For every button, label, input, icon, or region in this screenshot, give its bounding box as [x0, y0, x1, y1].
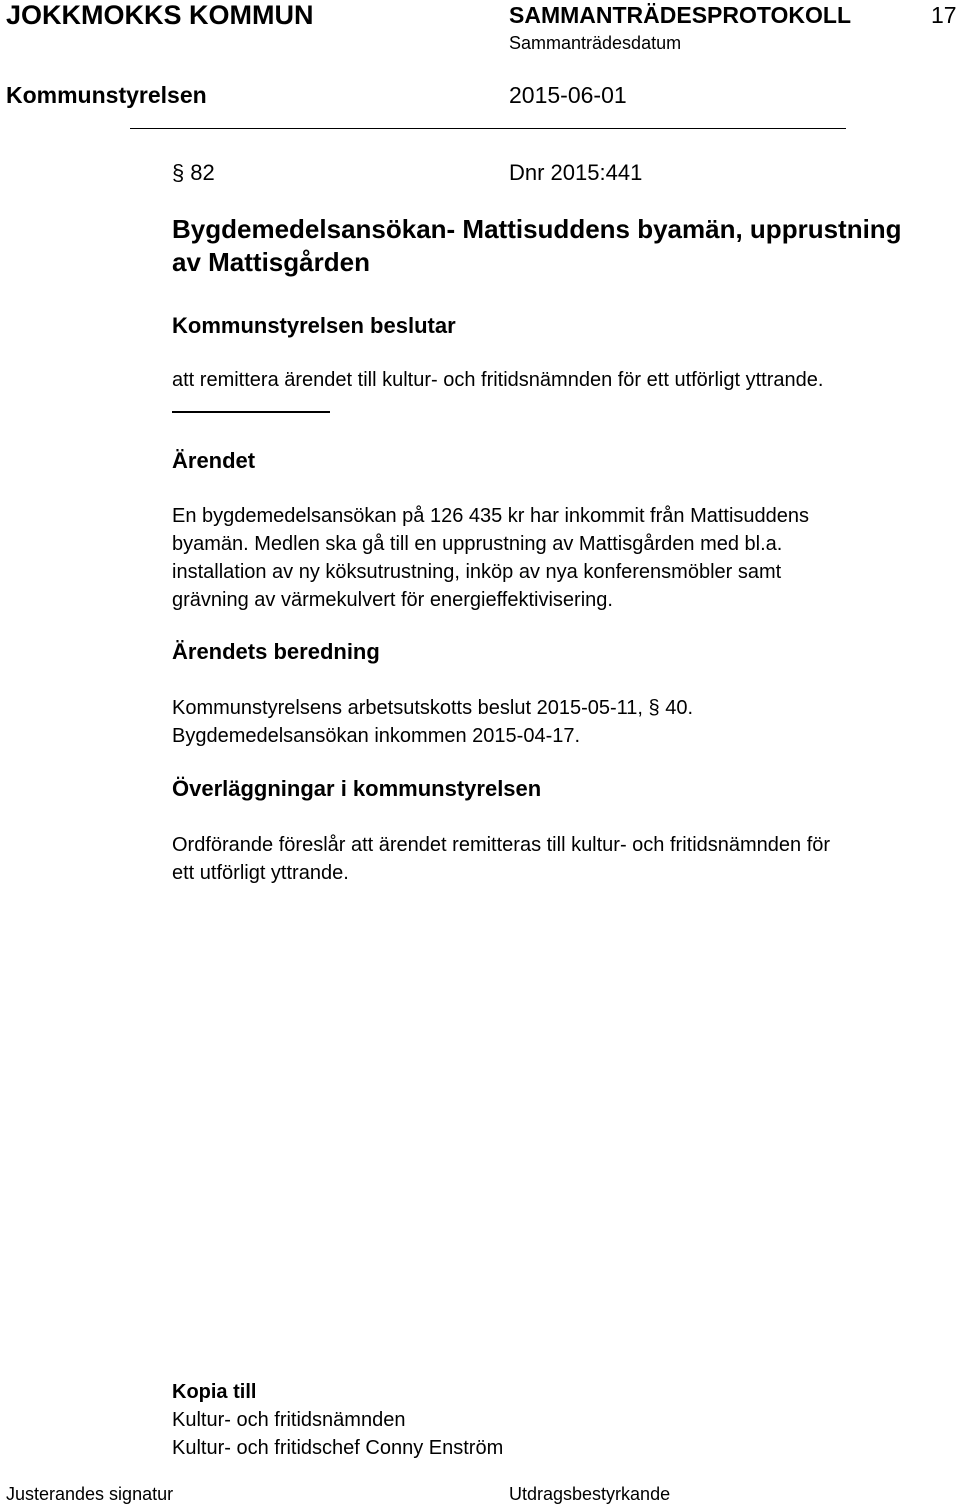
decision-text: att remittera ärendet till kultur- och fritidsnämnden för ett utförligt yttrande.: [172, 369, 824, 391]
preparation-line-number: 40.: [665, 697, 694, 719]
preparation-line: [172, 694, 693, 722]
matter-heading: Ärendet: [172, 448, 256, 473]
preparation-heading: Ärendets beredning: [172, 639, 380, 664]
matter-line: installation av ny köksutrustning, inköp av nya konferensmöbler samt: [172, 561, 782, 583]
deliberation-line: Ordförande föreslår att ärendet remitteras till kultur- och fritidsnämnden för: [172, 834, 831, 856]
section-number-value: 82: [190, 160, 215, 185]
matter-line: En bygdemedelsansökan på 126 435 kr har inkommit från Mattisuddens: [172, 505, 810, 527]
copy-recipient: Kultur- och fritidsnämnden: [172, 1409, 406, 1431]
case-reference: Dnr 2015:441: [509, 160, 643, 185]
copy-recipient: Kultur- och fritidschef Conny Enström: [172, 1437, 504, 1459]
signature-label: Justerandes signatur: [6, 1484, 174, 1504]
preparation-line-text: Kommunstyrelsens arbetsutskotts beslut 2015-05-11,: [172, 697, 643, 719]
section-symbol: §: [648, 697, 660, 719]
document-type: SAMMANTRÄDESPROTOKOLL: [509, 2, 852, 28]
copy-heading: Kopia till: [172, 1381, 257, 1403]
deliberation-heading: Överläggningar i kommunstyrelsen: [172, 776, 542, 801]
case-title-line-1: Bygdemedelsansökan- Mattisuddens byamän, upprustning: [172, 214, 902, 244]
section-number: [172, 160, 215, 186]
meeting-date: 2015-06-01: [509, 82, 627, 108]
certification-label: Utdragsbestyrkande: [509, 1484, 671, 1504]
committee-name: Kommunstyrelsen: [6, 82, 207, 108]
organization-name: JOKKMOKKS KOMMUN: [6, 0, 314, 30]
matter-line: byamän. Medlen ska gå till en upprustning av Mattisgården med bl.a.: [172, 533, 783, 555]
decision-heading: Kommunstyrelsen beslutar: [172, 313, 456, 338]
deliberation-line: ett utförligt yttrande.: [172, 862, 349, 884]
decision-divider: [172, 411, 330, 413]
header-divider: [130, 128, 846, 129]
meeting-date-label: Sammanträdesdatum: [509, 33, 682, 53]
page-number: 17: [931, 2, 957, 28]
section-symbol: §: [172, 160, 185, 185]
preparation-line: Bygdemedelsansökan inkommen 2015-04-17.: [172, 725, 581, 747]
matter-line: grävning av värmekulvert för energieffektivisering.: [172, 589, 613, 611]
case-title-line-2: av Mattisgården: [172, 247, 370, 277]
